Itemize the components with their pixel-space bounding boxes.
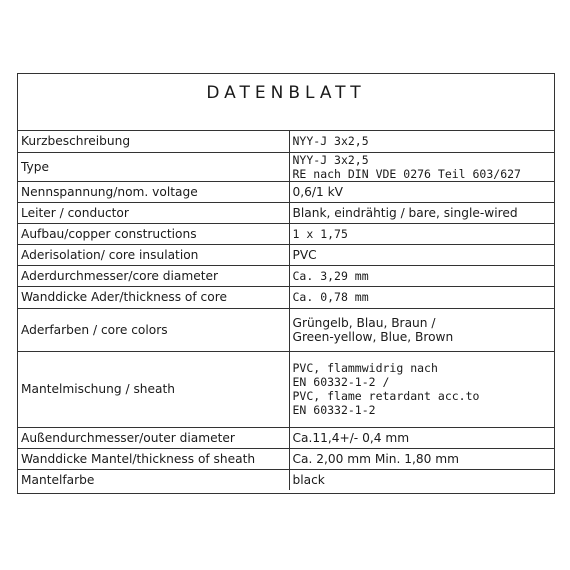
spec-value-line: RE nach DIN VDE 0276 Teil 603/627: [292, 166, 521, 181]
table-row: [18, 308, 554, 351]
spec-label: Type: [18, 152, 289, 181]
spec-value: [289, 351, 554, 427]
table-row: [18, 448, 554, 469]
spec-value-line: PVC: [292, 247, 317, 262]
spec-label: Aderisolation/ core insulation: [18, 244, 289, 265]
spec-label: Kurzbeschreibung: [18, 131, 289, 152]
spec-value-line: PVC, flammwidrig nach: [292, 361, 438, 375]
spec-value: [289, 308, 554, 351]
spec-value-line: Green-yellow, Blue, Brown: [292, 329, 454, 344]
spec-label: Aderdurchmesser/core diameter: [18, 265, 289, 286]
spec-label: Wanddicke Mantel/thickness of sheath: [18, 448, 289, 469]
spec-value: [289, 202, 554, 223]
table-row: [18, 181, 554, 202]
spec-label: Aufbau/copper constructions: [18, 223, 289, 244]
table-row: [18, 152, 554, 181]
table-row: [18, 131, 554, 152]
spec-value-line: black: [292, 472, 325, 487]
spec-value-line: Ca. 2,00 mm Min. 1,80 mm: [292, 451, 459, 466]
spec-label: Außendurchmesser/outer diameter: [18, 427, 289, 448]
spec-value: [289, 469, 554, 490]
spec-value: [289, 244, 554, 265]
table-row: [18, 244, 554, 265]
table-row: [18, 265, 554, 286]
table-row: [18, 202, 554, 223]
spec-value-line: Ca. 3,29 mm: [292, 268, 369, 283]
spec-value-line: Blank, eindrähtig / bare, single-wired: [292, 205, 518, 220]
spec-value-line: EN 60332-1-2: [292, 403, 376, 417]
spec-label: Mantelmischung / sheath: [18, 351, 289, 427]
spec-value-line: 1 x 1,75: [292, 226, 348, 241]
spec-value-line: Ca.11,4+/- 0,4 mm: [292, 430, 410, 445]
spec-label: Aderfarben / core colors: [18, 308, 289, 351]
spec-value: [289, 152, 554, 181]
spec-value-line: Grüngelb, Blau, Braun /: [292, 315, 436, 330]
spec-value-line: NYY-J 3x2,5: [292, 152, 369, 167]
spec-value: [289, 427, 554, 448]
spec-label: Nennspannung/nom. voltage: [18, 181, 289, 202]
spec-label: Wanddicke Ader/thickness of core: [18, 286, 289, 308]
spec-value: [289, 131, 554, 152]
spec-value-line: EN 60332-1-2 /: [292, 375, 390, 389]
spec-value-line: NYY-J 3x2,5: [292, 134, 369, 149]
spec-value-line: 0,6/1 kV: [292, 184, 344, 199]
table-row: [18, 351, 554, 427]
table-row: [18, 286, 554, 308]
datasheet: [17, 73, 555, 494]
spec-value: [289, 286, 554, 308]
datasheet-title: DATENBLATT: [18, 74, 554, 131]
table-row: [18, 469, 554, 490]
spec-label: Mantelfarbe: [18, 469, 289, 490]
spec-value-line: Ca. 0,78 mm: [292, 290, 369, 304]
spec-table: [18, 131, 554, 490]
table-row: [18, 427, 554, 448]
spec-value: [289, 265, 554, 286]
spec-value-line: PVC, flame retardant acc.to: [292, 389, 480, 403]
table-row: [18, 223, 554, 244]
spec-value: [289, 181, 554, 202]
spec-label: Leiter / conductor: [18, 202, 289, 223]
spec-value: [289, 223, 554, 244]
spec-value: [289, 448, 554, 469]
